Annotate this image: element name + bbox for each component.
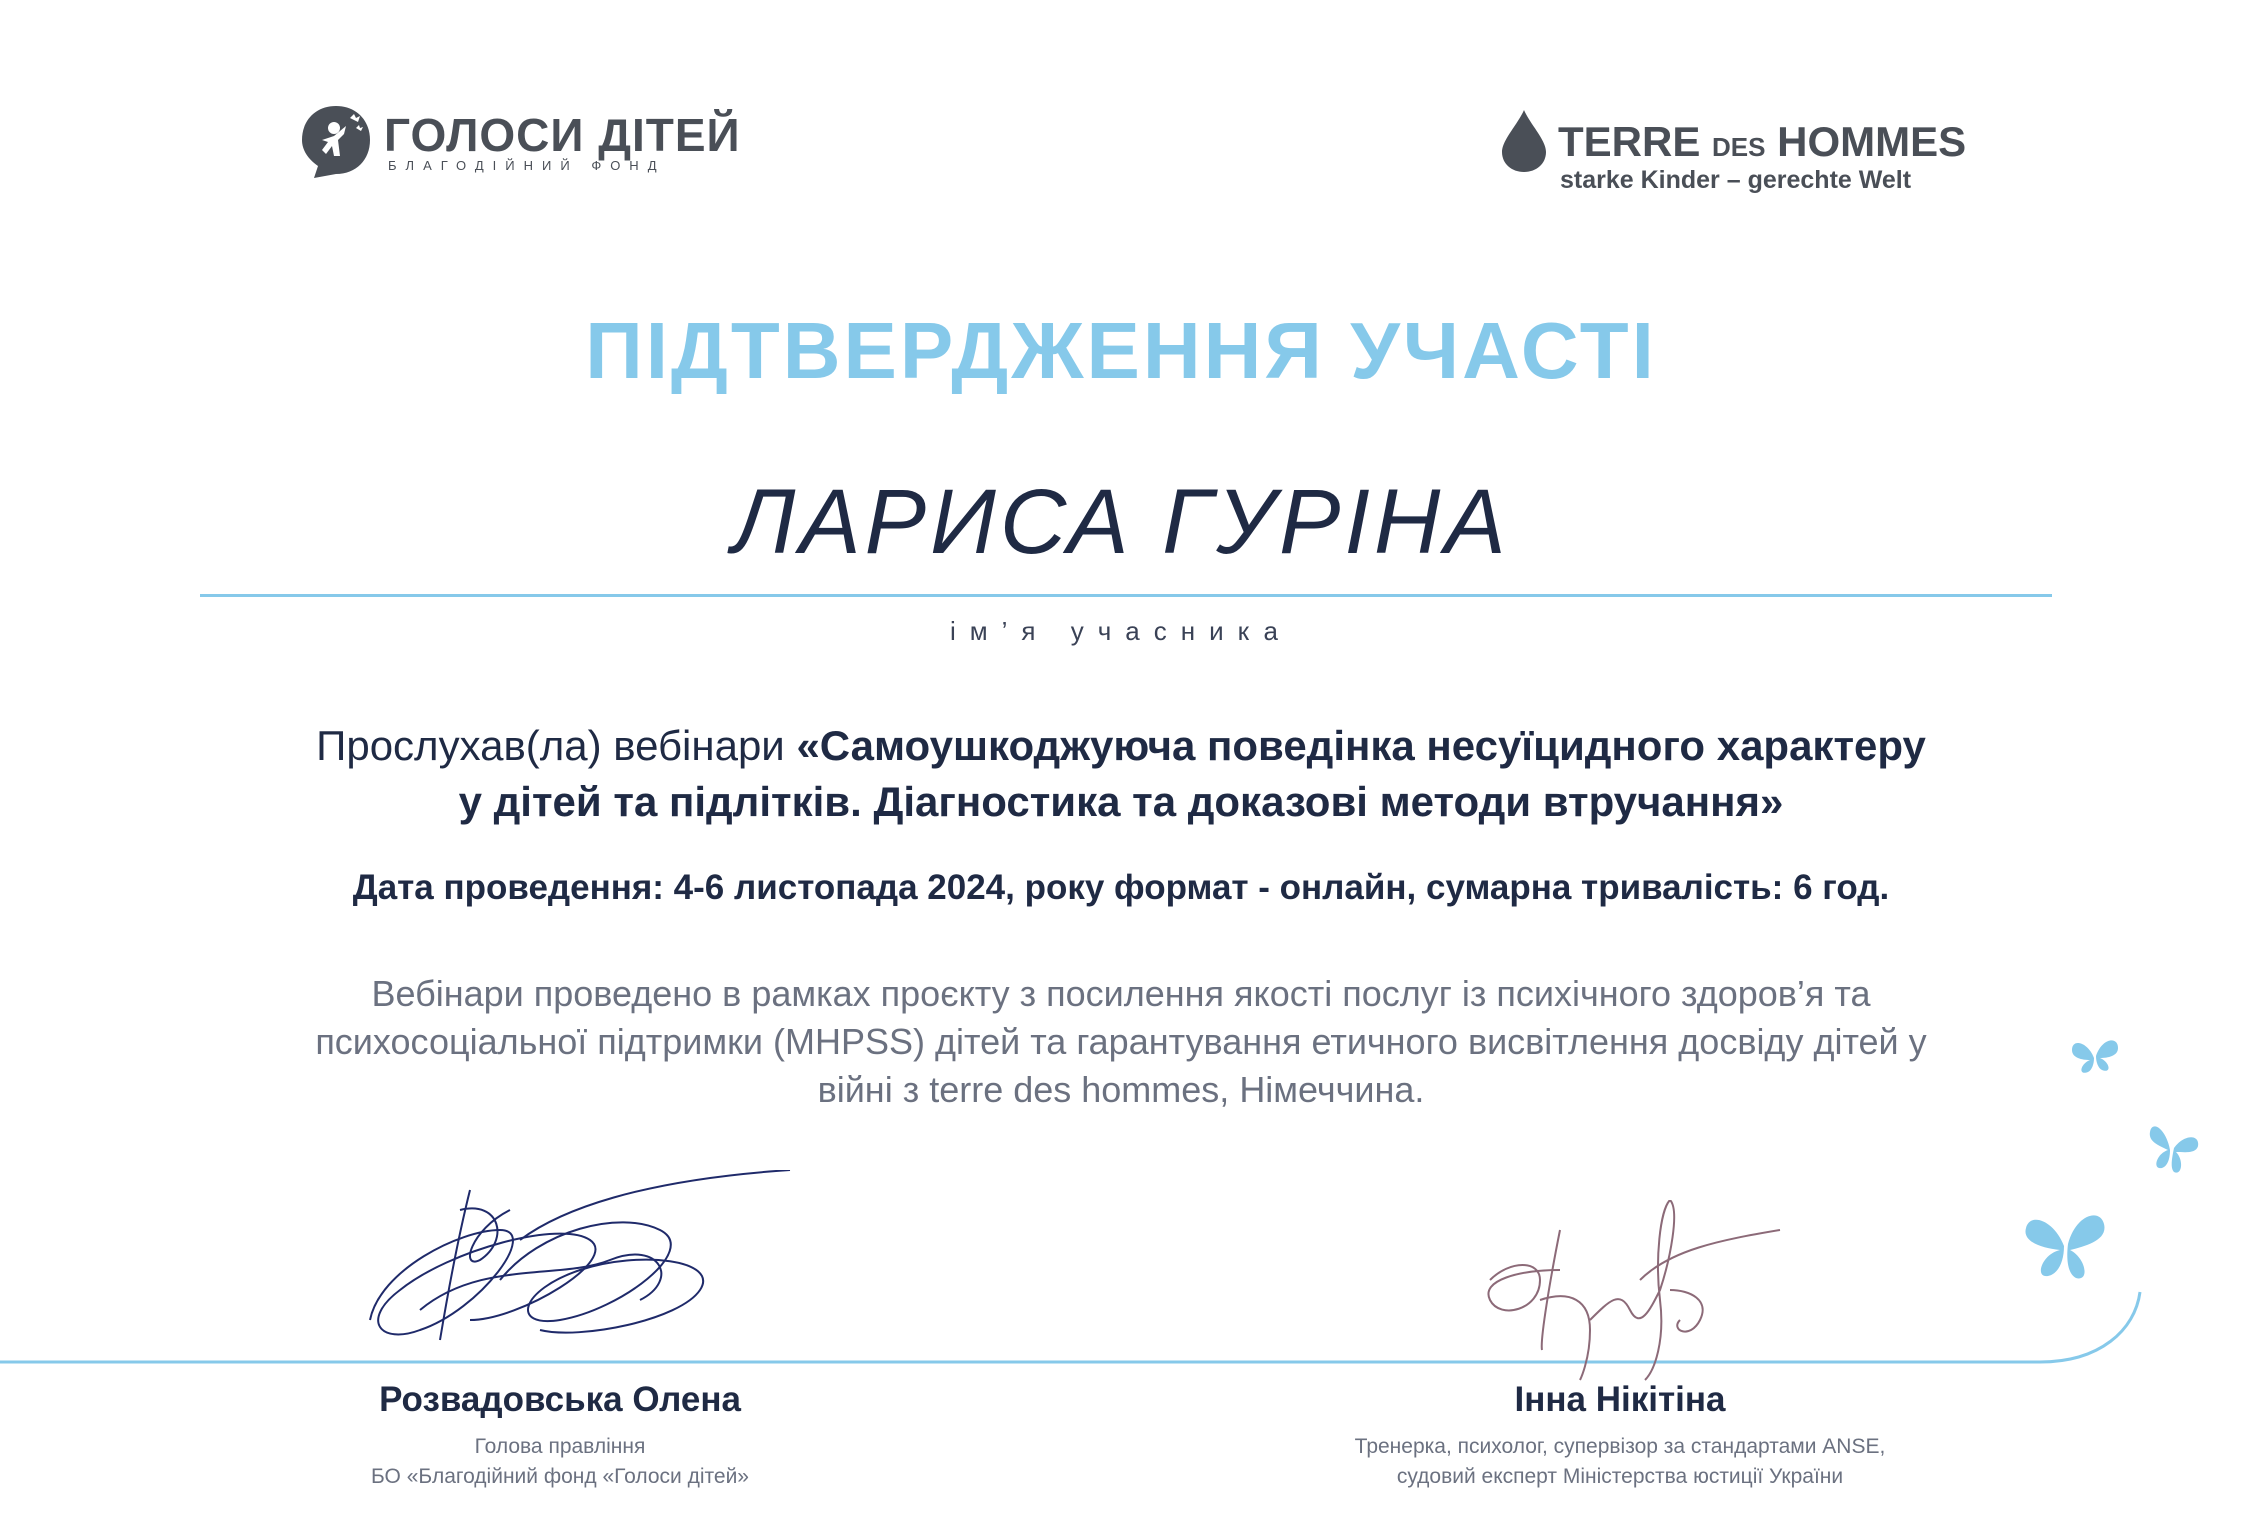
signatory-2-role-line1: Тренерка, психолог, супервізор за стандартами ANSE, [1354,1435,1886,1458]
project-line-3: війні з terre des hommes, Німеччина. [817,1069,1425,1110]
butterfly-large-icon [2020,1206,2110,1290]
signatory-2-role-line2: судовий експерт Міністерства юстиції України [1396,1465,1844,1488]
logo-right-name-part3: HOMMES [1765,118,1967,165]
logo-right-tagline: starke Kinder – gerechte Welt [1560,166,1912,194]
signature-left [360,1170,800,1360]
signatory-1-role-line1: Голова правління [474,1435,646,1458]
signatory-2-role [1260,1432,1980,1492]
logo-left-name: ГОЛОСИ ДІТЕЙ [384,109,741,161]
webinar-title-line1: «Самоушкоджуюча поведінка несуїцидного характеру [796,722,1926,769]
butterfly-small-icon [2068,1032,2122,1080]
water-drop-icon [1500,108,1548,174]
terre-des-hommes-logo [1500,104,2000,204]
webinar-title-line2: у дітей та підлітків. Діагностика та доказові методи втручання» [458,778,1784,825]
webinar-statement [150,718,2092,830]
certificate-title: ПІДТВЕРДЖЕННЯ УЧАСТІ [585,306,1657,395]
signature-right [1480,1200,1820,1390]
golosy-ditey-logo [300,100,741,190]
signatory-1-name: Розвадовська Олена [379,1380,741,1419]
logo-right-name-part1: TERRE [1558,118,1713,165]
participant-name-caption: ім’я учасника [949,616,1293,646]
project-description [220,970,2022,1114]
signatory-2-name: Інна Нікітіна [1514,1380,1726,1419]
signatory-1-role [300,1432,820,1492]
webinar-details: Дата проведення: 4-6 листопада 2024, року формат - онлайн, сумарна тривалість: 6 год. [352,868,1890,907]
webinar-intro: Прослухав(ла) вебінари [316,722,797,769]
logo-left-subtitle: БЛАГОДІЙНИЙ ФОНД [388,158,666,173]
speech-bubble-child-icon [300,104,372,180]
project-line-1: Вебінари проведено в рамках проєкту з посилення якості послуг із психічного здоров’я та [371,973,1871,1014]
butterfly-medium-icon [2140,1118,2204,1180]
project-line-2: психосоціальної підтримки (MHPSS) дітей та гарантування етичного висвітлення досвіду дітей у [315,1021,1927,1062]
logo-right-name [1558,118,1966,166]
signatory-1-role-line2: БО «Благодійний фонд «Голоси дітей» [371,1465,749,1488]
participant-name: ЛАРИСА ГУРІНА [732,471,1510,573]
name-underline [200,594,2052,597]
logo-right-name-part2: DES [1712,132,1766,162]
bottom-wave-line [0,1290,2242,1370]
